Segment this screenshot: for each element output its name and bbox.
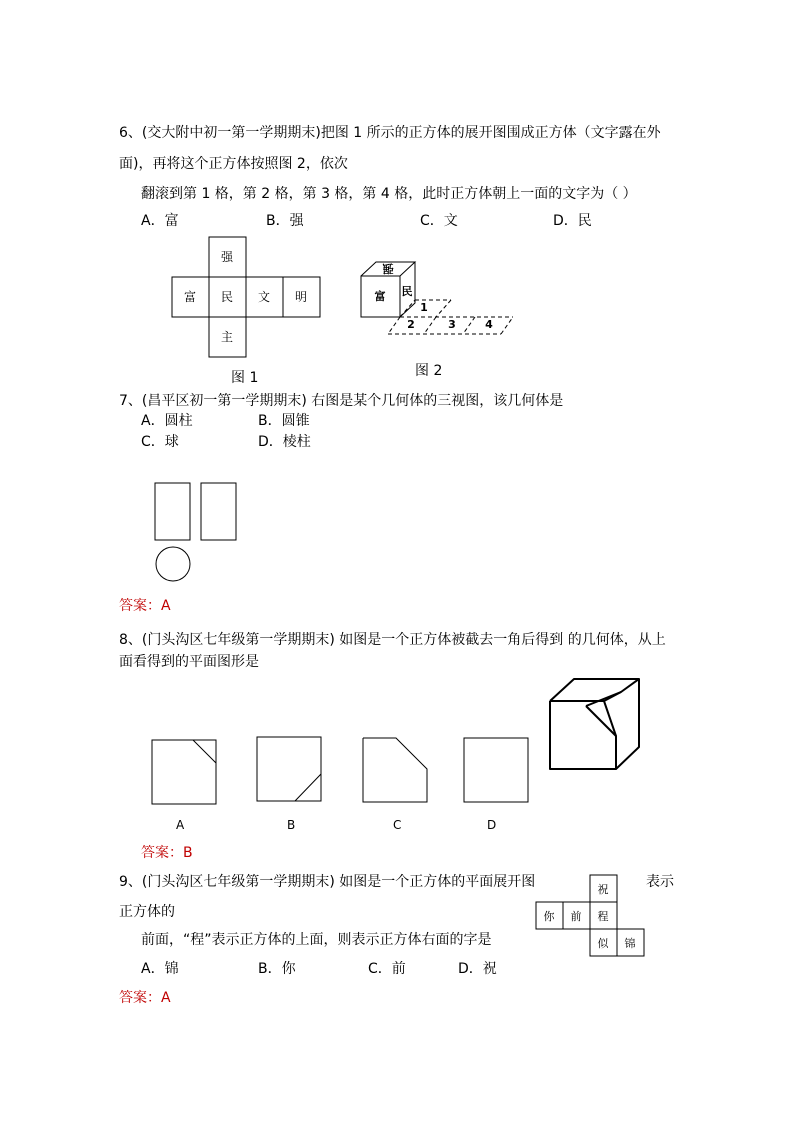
q9-net-cell-si: 似 [597,937,609,950]
q8-answer-label: 答案： [141,845,183,861]
q6-figure2-rolling-cube [358,258,518,338]
net-cell-right: 文 [257,290,271,304]
net-cell-bottom: 主 [220,330,234,344]
q8-choice-c-label: C [393,818,402,832]
q6-text-line2: 面)，再将这个正方体按照图 2，依次 [119,156,348,172]
q6-option-d: D．民 [553,213,592,229]
q8-choice-a-figure [151,739,219,807]
q9-text-line2: 正方体的 [119,904,175,920]
q9-option-d: D．祝 [458,961,497,977]
cube-top-face-text: 强 [382,262,394,275]
q9-net-cell-qian: 前 [570,910,582,923]
q8-choice-c-figure [362,737,430,805]
q6-figure1-cube-net [170,236,325,361]
q7-answer-value: A [161,598,171,614]
q9-answer [119,990,171,1006]
top-view-circle [156,547,190,581]
q8-text-line2: 面看得到的平面图形是 [119,654,259,670]
q8-answer-value: B [183,845,193,861]
q7-option-d: D．棱柱 [258,434,311,450]
net-cell-center: 民 [220,290,234,304]
q8-truncated-cube-figure [546,676,644,774]
q8-choice-b-label: B [287,818,296,832]
q9-answer-value: A [161,990,171,1006]
q9-option-c: C．前 [368,961,406,977]
q8-choice-a-label: A [176,818,185,832]
net-cell-left: 富 [183,290,197,304]
q6-figure2-caption: 图 2 [415,363,443,379]
q9-net-cell-ni: 你 [543,910,555,923]
grid-number-4: 4 [485,318,493,331]
q9-text-line1: 9、(门头沟区七年级第一学期期末) 如图是一个正方体的平面展开图 [119,874,536,890]
grid-number-3: 3 [448,318,456,331]
q9-option-a: A．锦 [141,961,179,977]
q9-text-line1-end: 表示 [646,874,674,890]
q6-text-line3: 翻滚到第 1 格，第 2 格，第 3 格，第 4 格，此时正方体朝上一面的文字为（ ） [141,186,637,202]
net-cell-far-right: 明 [294,290,308,304]
grid-number-2: 2 [407,318,415,331]
q7-option-b: B．圆锥 [258,413,310,429]
q7-answer-label: 答案： [119,598,161,614]
front-view-rect [155,483,190,540]
q6-figure1-caption: 图 1 [231,370,259,386]
net-cell-top: 强 [220,250,234,264]
q7-answer [119,598,171,614]
q9-option-b: B．你 [258,961,296,977]
q9-net-cell-jin: 锦 [624,937,636,950]
q9-answer-label: 答案： [119,990,161,1006]
q7-text-line1: 7、(昌平区初一第一学期期末) 右图是某个几何体的三视图，该几何体是 [119,393,564,409]
q7-option-a: A．圆柱 [141,413,193,429]
q6-text-line1: 6、(交大附中初一第一学期期末)把图 1 所示的正方体的展开图围成正方体（文字露在外 [119,125,661,141]
q9-text-line3: 前面，“程”表示正方体的上面，则表示正方体右面的字是 [141,932,492,948]
q8-choice-d-figure [463,737,531,805]
q8-text-line1: 8、(门头沟区七年级第一学期期末) 如图是一个正方体被截去一角后得到 的几何体，从上 [119,632,666,648]
q9-net-cell-zhu: 祝 [597,883,609,896]
q6-option-a: A．富 [141,213,179,229]
q8-choice-d-label: D [487,818,497,832]
q9-cube-net-figure [535,874,645,958]
q8-choice-b-figure [256,736,324,804]
q9-net-cell-cheng: 程 [597,910,609,923]
grid-number-1: 1 [420,301,428,314]
cube-side-face-text: 民 [401,285,413,298]
q6-option-b: B．强 [266,213,304,229]
q8-answer [141,845,193,861]
side-view-rect [201,483,236,540]
cube-front-face-text: 富 [374,290,386,303]
q7-three-views-figure [150,480,242,584]
q7-option-c: C．球 [141,434,179,450]
q6-option-c: C．文 [420,213,458,229]
